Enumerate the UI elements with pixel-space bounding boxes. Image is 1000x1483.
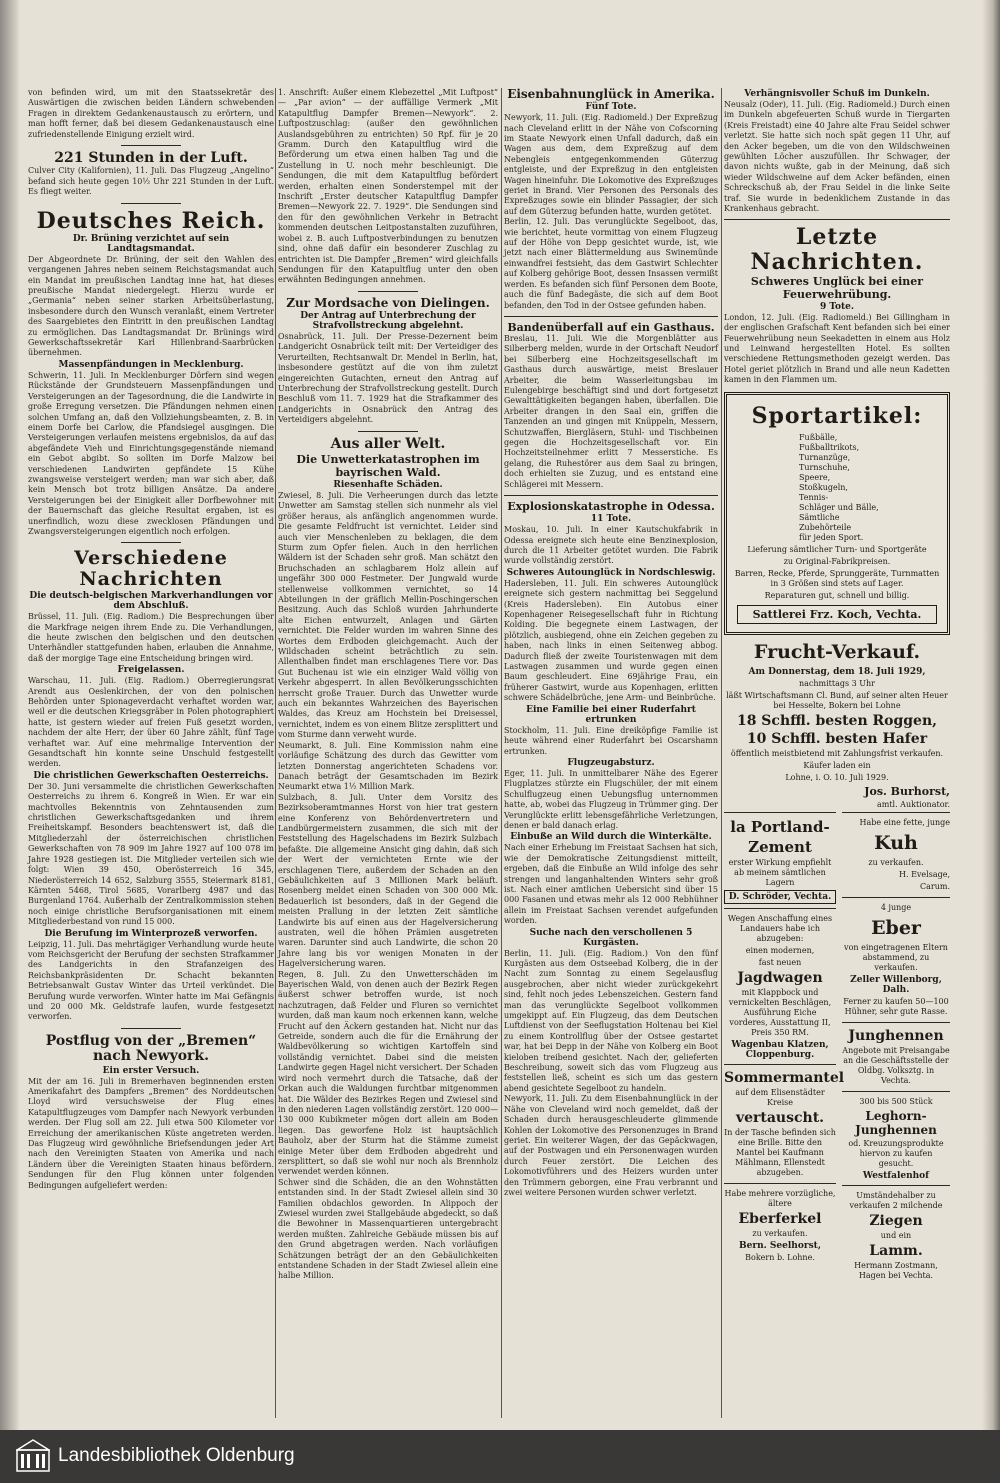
separator xyxy=(504,495,718,496)
ad-date: Am Donnerstag, dem 18. Juli 1929, xyxy=(748,666,926,677)
ad-text: Reparaturen gut, schnell und billig. xyxy=(764,590,910,600)
ad-text: Barren, Recke, Pferde, Sprunggeräte, Turnmatten in 3 Größen sind stets auf Lager. xyxy=(734,568,940,588)
ad-headline: vertauscht. xyxy=(735,1109,825,1126)
column-rule xyxy=(501,88,502,1418)
article-subheadline: 11 Tote. xyxy=(590,514,632,525)
article-subheadline: Flugzeugabsturz. xyxy=(567,757,655,768)
article-text: Nach einer Erhebung im Freistaat Sachsen hat sich, wie der Demokratische Zeitungsdienst mitteilt, ergeben, daß die Einbuße an Wild infolge des sehr strengen und langanhaltenden Winters sehr groß ist. Nach einer amtlichen Uebersicht sind über 15 000 Fasanen und etwas mehr als 12 000 Rebhühner allein im Freistaat Sachsen verendet aufgefunden worden. xyxy=(504,843,718,926)
ad-firm-name: D. Schröder, Vechta. xyxy=(724,890,836,904)
ad-list-item: Speere, xyxy=(799,472,831,482)
footer-bar xyxy=(0,1430,1000,1483)
ad-text: mit Klappbock und vernickelten Beschlägen, Ausführung Eiche vorderes, Ausstattung II, Preis 350 RM. xyxy=(728,987,832,1037)
ad-headline: Ziegen xyxy=(869,1212,923,1229)
separator xyxy=(504,316,718,317)
classified-ad xyxy=(842,897,950,1022)
column-4 xyxy=(724,88,950,1286)
article-headline: Postflug von der „Bremen“ nach Newyork. xyxy=(45,1032,257,1065)
ad-text: zu verkaufen. xyxy=(752,1228,808,1238)
ad-headline: Leghorn-Junghennen xyxy=(855,1108,937,1137)
article-headline: 221 Stunden in der Luft. xyxy=(54,150,248,167)
article-headline: Eisenbahnunglück in Amerika. xyxy=(507,87,715,101)
ad-headline: la Portland- xyxy=(730,817,830,836)
article-text: von befinden wird, um mit den Staatssekretär des Auswärtigen die zwischen beiden Ländern schwebenden Fragen in direktem Gedankenaustausch zu erörtern, und man hofft ferner, daß bei diesem Gedankenaustausch eine zufriedenstellende Einigung erzielt wird. xyxy=(28,88,274,139)
ad-text: auf dem Elisenstädter Kreise xyxy=(735,1087,825,1107)
article-subheadline: Fünf Tote. xyxy=(585,102,637,113)
classified-ad xyxy=(842,1185,950,1286)
ad-item: 18 Schffl. besten Roggen, xyxy=(736,712,938,729)
separator xyxy=(121,542,181,543)
article-text: Culver City (Kalifornien), 11. Juli. Das Flugzeug „Angelino“ befand sich heute gegen 10½ Uhr 221 Stunden in der Luft. Es fliegt weiter. xyxy=(28,166,274,197)
article-subheadline: Die deutsch-belgischen Markverhandlungen vor dem Abschluß. xyxy=(29,591,273,612)
ad-seller-name: Bern. Seelhorst, xyxy=(739,1240,821,1251)
ad-seller-name: Hermann Zostmann, Hagen bei Vechta. xyxy=(854,1260,938,1280)
classified-column-right xyxy=(842,812,950,1286)
article-text: Schwerin, 11. Juli. In Mecklenburger Dörfern sind wegen Rückstände der Grundsteuern Massenpfändungen und Versteigerungen an der Tagesordnung, die die Landwirte in große Erregung versetzen. Die Pfändungen nehmen einen solchen Umfang an, daß den Vollziehungsbeamten, z. B. in einem Dorfe bei Carlow, die Pfandsiegel ausgingen. Die Versteigerungen verlaufen meistens ergebnislos, da auf das abgefändete Vieh und Einrichtungsgegenstände niemand ein Gebot abgibt. So sollten im Dorfe Malzow bei verschiedenen Landwirten gepfändete 15 Kühe zwangsweise versteigert werden; man war sich aber, daß kein Mensch bot trotz billigen Ansätze. Da andere Versteigerungen bei der Einigkeit aller Dorfbewohner mit der Bauernschaft das gleiche Resultat ergaben, ist es unerfindlich, wozu diese zwecklosen Pfändungen und Zwangsversteigerungen eigentlich noch erfolgen. xyxy=(28,370,274,536)
article-text: Brüssel, 11. Juli. (Eig. Radiom.) Die Besprechungen über die Markfrage neigen ihrem Ende zu. Die Verhandlungen, die heute zwischen den belgischen und den deutschen Unterhändler stattgefunden haben, erlauben die Annahme, daß der morgige Tage eine Entscheidung bringen wird. xyxy=(28,612,274,663)
article-text: Breslau, 11. Juli. Wie die Morgenblätter aus Silberberg melden, wurde in der Ortschaft Neudorf bei Silberberg eine Hochzeitsgesellschaft im Gasthaus durch auswärtige, meist Breslauer Arbeiter, die beim Wasserleitungsbau im Eulengebirge beschäftigt sind und dort fortgesetzt Gewalttätigkeiten begangen haben, überfallen. Die Arbeiter drangen in den Saal ein, griffen die Tanzenden an und gingen mit Knüppeln, Messern, Schutzwaffen, Biergläsern, Stuhl- und Tischbeinen gegen die Hochzeitsgesellschaft vor. Ein Hochzeitsteilnehmer erlitt 7 Messerstiche. Es gelang, die Ruhestörer aus dem Saal zu bringen, doch erhielten sie Zuzug, und es entstand eine Schlägerei mit Messern. xyxy=(504,334,718,489)
article-subheadline: Eine Familie bei einer Ruderfahrt ertrunken xyxy=(526,704,696,725)
article-text: Neumarkt, 8. Juli. Eine Kommission nahm eine vorläufige Schätzung des durch das Gewitter vom letzten Donnerstag angerichteten Schadens vor. Danach beträgt der Gesamtschaden im Bezirk Neumarkt etwa 1½ Million Mark. xyxy=(278,740,498,792)
ad-list-item: für jeden Sport. xyxy=(799,532,864,542)
column-rule xyxy=(721,88,722,1418)
ad-list-item: Fußbälle, xyxy=(799,432,838,442)
ad-headline: Zement xyxy=(748,837,812,856)
ad-list-item: Turnanzüge, xyxy=(799,452,851,462)
article-headline: Zur Mordsache von Dielingen. xyxy=(286,295,490,310)
ad-list-item: Schläger und Bälle, xyxy=(799,502,879,512)
article-subheadline: Der Antrag auf Unterbrechung der Strafvollstreckung abgelehnt. xyxy=(300,310,476,331)
article-subheadline: Die christlichen Gewerkschaften Oesterreichs. xyxy=(33,770,269,781)
article-subheadline: Freigelassen. xyxy=(117,665,185,676)
article-subheadline: Die Berufung im Winterprozeß verworfen. xyxy=(44,928,258,939)
ad-text: 300 bis 500 Stück xyxy=(859,1096,933,1106)
ad-list-item: Fußballtrikots, xyxy=(799,442,860,452)
article-text: Regen, 8. Juli. Zu den Unwetterschäden im Bayerischen Wald, von denen auch der Bezirk Regen äußerst schwer betroffen wurde, ist noch nachzutragen, daß Felder und Fluren so vernichtet wurden, daß man kaum noch erkennen kann, welche Frucht auf den Äckern gestanden hat. Nicht nur das Getreide, sondern auch die für die Ernährung der Waldbevölkerung so wichtigen Kartoffeln sind vollständig vernichtet. Dabei sind die meisten Landwirte gegen Hagel nicht versichert. Der Schaden wird noch vermehrt durch die Tatsache, daß der Orkan auch die Waldungen furchtbar mitgenommen hat. Die Wälder des Bezirkes Regen und Zwiesel sind in den niederen Lagen vollständig zerstört. 120 000—130 000 Kubikmeter mögen dort allein am Boden liegen. Das geworfene Holz ist hauptsächlich Bauholz, aber der Sturm hat die Stämme zumeist einige Meter über dem Erdboden abgedreht und zersplittert, so daß sie wohl nur noch als Brennholz verwendet werden können. xyxy=(278,969,498,1177)
article-text: 1. Anschrift: Außer einem Klebezettel „Mit Luftpost“ — „Par avion“ — der auffällige Vermerk „Mit Katapultflug Dampfer Bremen—Newyork“. 2. Luftpostzuschlag: (außer den gewöhnlichen Auslandsgebühren zu entrichten) 50 Rpf. für je 20 Gramm. Durch den Katapultflug wird die Beförderung um etwa einen halben Tag und die Zustellung in U. noch mehr beschleunigt. Die Sendungen, die mit dem Katapultflug befördert werden, erhalten einen Sonderstempel mit der Inschrift „Erster deutscher Katapultflug Dampfer Bremen—Newyork 22. 7. 1929“. Die Sendungen sind den für den gewöhnlichen Verkehr in Betracht kommenden deutschen Leitpostanstalten zuzuführen, wobei z. B. auch Luftpostverbindungen zu benutzen sind, ohne daß dafür ein besonderer Zuschlag zu entrichten ist. Die Dampfer „Bremen“ wird gleichfalls Sendungen für den Katapultflug unter den oben erwähnten Bedingungen annehmen. xyxy=(278,88,498,285)
article-subheadline: Riesenhafte Schäden. xyxy=(333,479,443,490)
ad-text: zu verkaufen. xyxy=(868,857,924,867)
classified-ad xyxy=(724,908,836,1064)
fruit-sale-advertisement xyxy=(724,641,950,810)
separator xyxy=(121,203,181,204)
column-3 xyxy=(504,88,718,1198)
ad-firm-name: Wagenbau Klatzen, Cloppenburg. xyxy=(731,1039,829,1060)
section-headline: Verschiedene Nachrichten xyxy=(74,547,228,591)
section-headline: Letzte Nachrichten. xyxy=(750,224,924,275)
ad-text: Angebote mit Preisangabe an die Geschäftsstelle der Oldbg. Volksztg. in Vechta. xyxy=(842,1045,950,1085)
classified-ad xyxy=(724,1183,836,1268)
article-subheadline: Schweres Autounglück in Nordschleswig. xyxy=(506,567,716,578)
ad-time: nachmittags 3 Uhr xyxy=(798,678,876,688)
ad-text: 4 junge xyxy=(880,902,912,912)
classified-ad xyxy=(842,1022,950,1091)
article-text: Osnabrück, 11. Juli. Der Presse-Dezernent beim Landgericht Osnabrück teilt mit: Der Verteidiger des Verurteilten, Rechtsanwalt Dr. Mendel in Berlin, hat, insbesondere gestützt auf die von ihm zuletzt eingereichten Gutachten, erneut den Antrag auf Unterbrechung der Strafvollstreckung gestellt. Durch Beschluß vom 11. 7. 1929 hat die Strafkammer des Landgerichts in Osnabrück den Antrag des Verteidigers abgelehnt. xyxy=(278,331,498,425)
ad-place: Lohne, i. O. 10. Juli 1929. xyxy=(785,772,889,782)
ad-text: zu Original-Fabrikpreisen. xyxy=(783,556,891,566)
library-brand-name[interactable]: Landesbibliothek Oldenburg xyxy=(58,1445,295,1466)
separator xyxy=(724,219,950,220)
article-subheadline: Verhängnisvoller Schuß im Dunkeln. xyxy=(744,89,930,99)
article-text: Sulzbach, 8. Juli. Unter dem Vorsitz des Bezirksoberamtmannes Horst von hier trat gestern eine Konferenz von Behördenvertretern und Landbürgermeistern zusammen, die sich mit der Feststellung des Hagelschadens im Bezirk Sulzbach befaßte. Die allgemeine Ansicht ging dahin, daß sich der Wert der vernichteten Ernte wie der erschlagenen Tiere, außerdem der Schaden an den Gebäulichkeiten auf 3 Millionen Mark beläuft. Rosenberg meldet einen Schaden von 300 000 Mk. Bedauerlich ist besonders, daß in der Gegend die meisten Prallung in der letzten Zeit sämtliche Landwirte bis auf einen aus der Hagelversicherung austraten, weil die höhen Prämien ausgetreten waren. Darunter sind auch Landwirte, die schon 20 Jahre lang bis vor wenigen Monaten in der Hagelversicherung waren. xyxy=(278,792,498,969)
ad-text: fast neuen xyxy=(758,957,802,967)
article-text: Berlin, 11. Juli. (Eig. Radiom.) Von den fünf Kurgästen aus dem Ostseebad Kolberg, die in der Nacht zum Sonntag zu einem Segelausflug ausgebrochen, aber nicht wieder zurückgekehrt sind, fehlt noch jedes Lebenszeichen. Gestern fand man das verunglückte Segelboot vollkommen umgekippt auf. Ein Flugzeug, das dem Deutschen Luftdienst von der Seeflugstation Holtenau bei Kiel zu einem Kontrollflug über der Ostsee gestartet war, hat bei Depp in der Nähe von Kolberg ein Boot kieloben treibend gesichtet. Nach der, gelieferten Beschreibung, soweit sich das vom Flugzeug aus feststellen ließ, scheint es sich um das gestern abend gesichtete Segelboot zu handeln. xyxy=(504,948,718,1093)
article-text: Schwer sind die Schäden, die an den Wohnstätten entstanden sind. In der Stadt Zwiesel allein sind 30 Familien obdachlos geworden. In Alippoch der Zwiesel wurden zwei Stallgebäude abgedeckt, so daß die Bewohner in Massenquartieren untergebracht werden mußten. Zahlreiche Gebäude müssen bis auf den Grund abgetragen werden. Nach vorläufigen Schätzungen beträgt der an den Gebäulichkeiten entstandene Schaden in der Stadt Zwiesel allein eine halbe Million. xyxy=(278,1177,498,1281)
ad-text: öffentlich meistbietend mit Zahlungsfrist verkaufen. xyxy=(730,748,944,758)
ad-place: Bokern b. Lohne. xyxy=(745,1252,815,1262)
separator xyxy=(121,145,181,146)
article-subheadline: Einbuße an Wild durch die Winterkälte. xyxy=(510,832,712,843)
ad-place: Carum. xyxy=(920,881,950,891)
ad-text: Habe eine fette, junge xyxy=(859,817,950,827)
ad-text: In der Tasche befinden sich eine Brille. Bitte den Mantel bei Kaufmann Mählmann, Ellenstedt abzugeben. xyxy=(724,1127,836,1177)
article-headline: Bandenüberfall auf ein Gasthaus. xyxy=(507,320,715,334)
ad-headline: Eberferkel xyxy=(738,1210,822,1227)
page-gutter-shadow xyxy=(0,0,20,1430)
article-text: Newyork, 11. Juli. (Eig. Radiomeld.) Der Expreßzug nach Cleveland erlitt in der Nähe von Cofscorning im Staate Newyork einen Unfall dadurch, daß ein Wagen aus dem, dem Expreßzug auf dem Nebengleis entgegenkommenden Güterzug entgleiste, und der Expreßzug in den entgleisten Wagen hineinfuhr. Die Lokomotive des Expreßzuges geriet in Brand. Vier Personen des Personals des Expreßzuges sowie ein blinder Passagier, der sich auf dem Güterzug befunden hatte, wurden getötet. xyxy=(504,113,718,216)
classified-ad xyxy=(842,1091,950,1185)
article-text: London, 12. Juli. (Eig. Radiomeld.) Bei Gillingham in der englischen Grafschaft Kent befanden sich bei einer Feuerwehrübung neun Seekadetten in einem aus Holz und Leinwand hergestellten Hotel. Es sollten verschiedene Rettungsmethoden gezeigt werden. Das Hotel geriet plötzlich in Brand und alle neun Kadetten kamen in den Flammen um. xyxy=(724,312,950,385)
article-text: Warschau, 11. Juli. (Eig. Radiom.) Oberregierungsrat Arendt aus Oeslenkirchen, der von den polnischen Behörden unter Spionageverdacht verhaftet worden war, weil er die deutschen Kriegsgräber in Polen photographiert hatte, ist gestern wieder auf freien Fuß gesetzt worden, nachdem der alte Herr, der über 60 Jahre zählt, fünf Tage verhaftet war. Auf eine mehrmalige Intervention der Gesandtschaft hin konnte seine Unschuld festgestellt werden. xyxy=(28,676,274,769)
article-text: Berlin, 12. Juli. Das verunglückte Segelboot, das, wie berichtet, heute vormittag von einem Flugzeug auf der Höhe von Depp gesichtet wurde, ist, wie jetzt nach einer Blättermeldung aus Swinemünde einwandfrei festsieht, das dem Gastwirt Schlechter auf Kolberg gehörige Boot, dessen Insassen vermißt werden. Es befanden sich fünf Personen dem Boote, auch die fünf Badegäste, die sich auf dem Boot befanden, den Tod in der Ostsee gefunden haben. xyxy=(504,217,718,310)
article-text: Newyork, 11. Juli. Zu dem Eisenbahnunglück in der Nähe von Cleveland wird noch gemeldet, daß der Schaden durch herausgeschleuderte glimmende Kohlen der Lokomotive des Personenzuges in Brand geriet. Ein weiterer Wagen, der das Gepäckwagen, auf der Postwagen und ein Personenwagen wurden durch Feuer zerstört. Die Leichen des Lokomotivführers und des Heizers wurden unter den Trümmern geborgen, eine Frau verbrannt und zwei weitere Personen wurden schwer verletzt. xyxy=(504,1094,718,1197)
section-headline: Deutsches Reich. xyxy=(36,207,266,234)
page-edge-shadow xyxy=(982,0,1000,1430)
column-2 xyxy=(278,88,498,1282)
ad-text: läßt Wirtschaftsmann Cl. Bund, auf seiner alten Heuer bei Hesselte, Bokern bei Lohne xyxy=(726,690,948,710)
ad-auctioneer: Jos. Burhorst, xyxy=(864,784,950,798)
ad-list-item: Stoßkugeln, xyxy=(799,482,848,492)
ad-headline: Eber xyxy=(871,916,921,939)
ad-firm-name: Sattlerei Frz. Koch, Vechta. xyxy=(737,605,937,624)
sport-advertisement xyxy=(724,392,950,635)
ad-seller-name: Westfalenhof xyxy=(862,1170,930,1181)
section-headline: Aus aller Welt. xyxy=(330,435,446,452)
article-text: Hadersleben, 11. Juli. Ein schweres Autounglück ereignete sich gestern nachmittag bei Seggelund (Kreis Hadersleben). Ein Autobus einer Kopenhagener Reisegesellschaft fuhr in Richtung Kolding. Die begegnete einem Lastwagen, der plötzlich, ausbiegend, ohne ein Zeichen gegeben zu haben, nach links in einen Seitenweg abbog. Dadurch fließ der zweite Touristenwagen mit dem Lastwagen zusammen und wurde gegen einen Baum geschleudert. Eine 69jährige Frau, ein früherer Gastwirt, wurde aus Kopenhagen, erlitten schwere Schädelbrüche, jene Arm- und Beinbrüche. xyxy=(504,578,718,703)
library-building-icon xyxy=(16,1438,50,1472)
ad-headline: Sommermantel xyxy=(724,1069,845,1086)
article-text: Zwiesel, 8. Juli. Die Verheerungen durch das letzte Unwetter am Samstag stellen sich nunmehr als viel größer heraus, als anfänglich angenommen wurde. Die gesamte Feldfrucht ist vernichtet. Leider sind auch vier Menschenleben zu beklagen, die dem Sturm zum Opfer fielen. Auch in den herrlichen Wäldern ist der Schaden sehr groß. Man schätzt den Bruchschaden an schlagbarem Holz allein auf ungefähr 300 000 Festmeter. Der Jungwald wurde stellenweise vollkommen vernichtet, so 14 Abteilungen in der gräflich Mellin-Poschingerschen Besitzung. Auch das Schloß wurden Jahrhunderte alte Eichen entwurzelt, Anlagen und Gärten vernichtet. Die Felder wurden im wahren Sinne des Wortes dem Erdboden gleichgemacht. Auch der Wildschaden scheint beträchtlich zu sein. Allenthalben findet man erschlagenes Tiere vor. Das Gut Buchenau ist wie ein einziger Wald völlig von Verkehr abgesperrt. In allen Bevölkerungsschichten herrscht große Trauer. Durch das Unwetter wurde auch ein bekanntes Wahrzeichen des Bayerischen Waldes, das Kreuz am Hochstein bei Dreisessel, vernichtet, indem es von einem Blitze zersplittert und vom Sturme dann verweht wurde. xyxy=(278,490,498,740)
ad-item: 10 Schffl. besten Hafer xyxy=(746,730,928,747)
ad-headline: Kuh xyxy=(874,831,918,854)
article-text: Stockholm, 11. Juli. Eine dreiköpfige Familie ist heute während einer Ruderfahrt bei Oscarshamn ertrunken. xyxy=(504,725,718,756)
ad-text: Lieferung sämtlicher Turn- und Sportgeräte xyxy=(747,544,927,554)
article-text: Moskau, 10. Juli. In einer Kautschukfabrik in Odessa ereignete sich heute eine Benzinexplosion, durch die 11 Arbeiter getötet wurden. Die Fabrik wurde vollständig zerstört. xyxy=(504,525,718,566)
ad-text: Umständehalber zu verkaufen 2 milchende xyxy=(849,1190,943,1210)
separator xyxy=(358,291,418,292)
ad-text: erster Wirkung empfiehlt ab meinem sämtlichen Lagern xyxy=(728,857,832,887)
ad-text: Käufer laden ein xyxy=(803,760,871,770)
article-text: Neusalz (Oder), 11. Juli. (Eig. Radiomeld.) Durch einen im Dunkeln abgefeuerten Schuß wurde in Tiergarten (Kreis Freistadt) eine 40 Jahre alte Frau Seidel schwer verletzt. Sie hatte sich noch spät gegen 11 Uhr, auf den Acker begeben, um die von den Wildschweinen gewühlten Löcher auszufüllen. Ihr Schwager, der davon nichts wußte, gab in der Meinung, daß sich wieder Wildschweine auf dem Acker befänden, einen Schreckschuß ab, der Frau Seidel in die linke Seite traf. Sie wurde in bedenklichem Zustande in das Krankenhaus gebracht. xyxy=(724,100,950,214)
article-subheadline: Dr. Brüning verzichtet auf sein Landtagsmandat. xyxy=(72,233,230,254)
ad-headline: Sportartikel: xyxy=(751,402,923,429)
article-subheadline: Schweres Unglück bei einer Feuerwehrübung. xyxy=(750,274,924,301)
ad-item-list xyxy=(799,433,943,543)
ad-text: und ein xyxy=(880,1230,912,1240)
column-rule xyxy=(275,88,276,1418)
ad-headline: Junghennen xyxy=(848,1027,944,1044)
ad-text: od. Kreuzungsprodukte hiervon zu kaufen gesucht. xyxy=(848,1138,944,1168)
separator xyxy=(121,1028,181,1029)
classified-ad xyxy=(724,1064,845,1183)
ad-text: Ferner zu kaufen 50—100 Hühner, sehr gute Rasse. xyxy=(843,996,949,1016)
article-headline: Explosionskatastrophe in Odessa. xyxy=(507,500,715,514)
article-subheadline: Suche nach den verschollenen 5 Kurgästen. xyxy=(529,927,693,948)
ad-headline: Lamm. xyxy=(869,1242,923,1259)
article-subheadline: Massenpfändungen in Mecklenburg. xyxy=(58,359,244,370)
classified-ad xyxy=(842,812,950,897)
ad-text: einen modernen, xyxy=(745,945,815,955)
ad-headline: Jagdwagen xyxy=(737,969,823,986)
ad-list-item: Sämtliche xyxy=(799,512,840,522)
classified-ads xyxy=(724,812,950,1286)
classified-column-left xyxy=(724,812,845,1286)
ad-seller-name: H. Evelsage, xyxy=(899,869,950,879)
article-subheadline: 9 Tote. xyxy=(819,301,855,312)
separator xyxy=(358,431,418,432)
article-text: Eger, 11. Juli. In unmittelbarer Nähe des Egerer Flugplatzes stürzte ein Flugschüler, der mit einem Schulflugzeug einen Uebungsflug unternommen hatte, ab, wobei das Flugzeug in Trümmer ging. Der Verunglückte erlitt lebensgefährliche Verletzungen, denen er bald danach erlag. xyxy=(504,768,718,830)
ad-list-item: Tennis- xyxy=(799,492,829,502)
article-subheadline: Die Unwetterkatastrophen im bayrischen Wald. xyxy=(296,452,480,479)
ad-list-item: Turnschuhe, xyxy=(799,462,850,472)
column-1 xyxy=(28,88,274,1191)
classified-ad xyxy=(724,812,836,908)
article-text: Mit der am 16. Juli in Bremerhaven beginnenden ersten Amerikafahrt des Dampfers „Bremen“ des Norddeutschen Lloyd wird versuchsweise der Flug eines Katapultflugzeuges vom Dampfer nach Newyork verbunden werden. Der Flug soll am 22. Juli etwa 500 Kilometer vor Erreichung der amerikanischen Küste angetreten werden. Das Flugzeug wird gewöhnliche Briefsendungen jeder Art nach den Vereinigten Staaten von Amerika und nach Ländern über die Vereinigten Staaten hinaus befördern. Sendungen für den Flug können unter folgenden Bedingungen aufgeliefert werden: xyxy=(28,1076,274,1190)
article-text: Leipzig, 11. Juli. Das mehrtägiger Verhandlung wurde heute vom Reichsgericht der Berufung der sechsten Strafkammer des Landgerichts in den Strafanzeigen des Reichsbankpräsidenten Dr. Schacht bekannten Betriebsanwalt Gustav Winter das Urteil verkündet. Die Berufung wurde verworfen. Winter hatte im Mai Gefängnis und 20 000 Mk. Geldstrafe laufen, wurde festgesetzt verworfen. xyxy=(28,939,274,1022)
article-text: Der Abgeordnete Dr. Brüning, der seit den Wahlen des vergangenen Jahres neben seinem Reichstagsmandat auch ein Mandat im preußischen Landtag inne hat, hat dieses preußische Mandat niedergelegt. Hierzu wurde er „Germania“ neben seiner starken Arbeitsüberlastung, insbesondere durch den Wunsch veranlaßt, einem Vertreter des Saargebietes den Eintritt in den preußischen Landtag zu ermöglichen. Das Landtagsmandat Dr. Brünings wird Gewerkschaftssekretär Karl Hillenbrand-Saarbrücken übernehmen. xyxy=(28,254,274,358)
ad-seller-name: Zeller Willenborg, Dalh. xyxy=(850,974,942,995)
ad-text: Wegen Anschaffung eines Landauers habe ich abzugeben: xyxy=(727,913,833,943)
ad-text: amtl. Auktionator. xyxy=(876,799,950,809)
ad-list-item: Zubehörteile xyxy=(799,522,852,532)
article-subheadline: Ein erster Versuch. xyxy=(102,1065,200,1076)
ad-headline: Frucht-Verkauf. xyxy=(753,640,921,663)
article-text: Der 30. Juni versammelte die christlichen Gewerkschaften Oesterreichs zu ihrem 6. Kongreß in Wien. Er war ein machtvolles Bekenntnis von Zehntausenden zum christlichen Gewerkschaftsgedanken und ihrem Freiheitskampf. Besonders beachtenswert ist, daß die Mitgliederzahl der österreichischen christlichen Gewerkschaften von 78 909 im Jahre 1927 auf 100 078 im Jahre 1928 gestiegen ist. Die Mitglieder verteilen sich wie folgt: Wien 39 450, Oberösterreich 16 345, Niederösterreich 14 652, Salzburg 3555, Steiermark 8181, Kärnten 5468, Tirol 5685, Vorarlberg 4987 und das Burgenland 1764. Außerhalb der Zentralkommission stehen noch einige christliche Berufsorganisationen mit einem Mitgliederbestand von rund 15 000. xyxy=(28,781,274,927)
ad-text: Habe mehrere vorzügliche, ältere xyxy=(724,1188,836,1208)
ad-text: von eingetragenen Eltern abstammend, zu verkaufen. xyxy=(844,942,948,972)
